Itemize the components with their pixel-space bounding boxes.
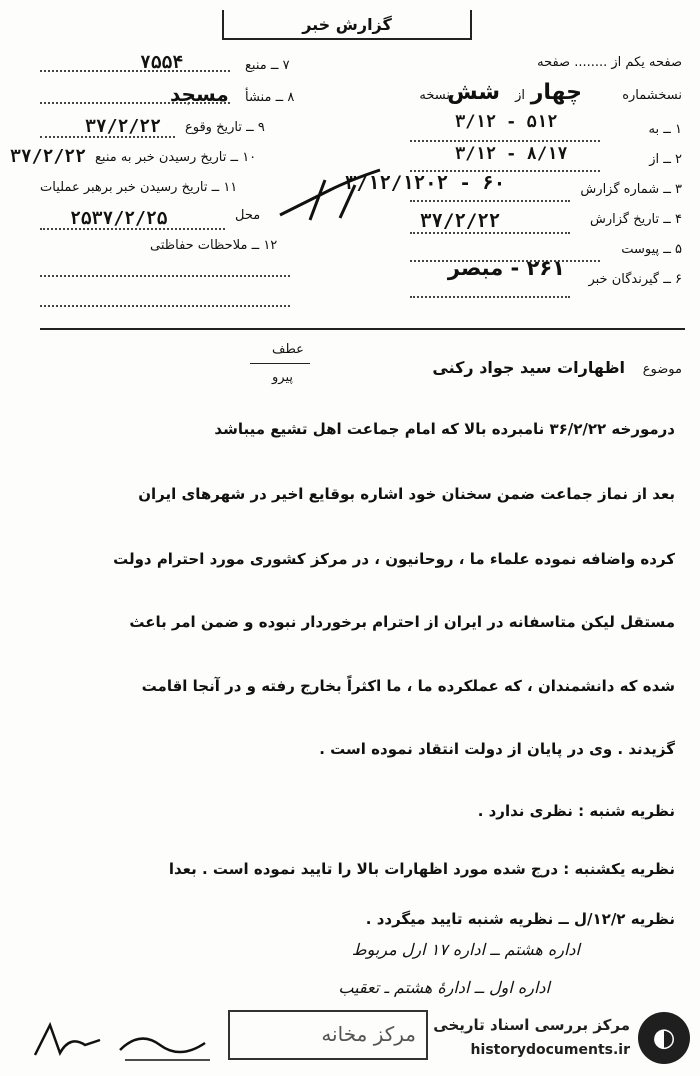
watermark-persian: مرکز بررسی اسناد تاریخی [433, 1016, 630, 1034]
archive-logo-icon: ◐ [638, 1012, 690, 1064]
field-attachment-label: ۵ ــ پیوست [621, 242, 682, 257]
field-protection-dotline-2 [40, 305, 290, 307]
field-occurrence-date-hand: ۳۷/۲/۲۲ [85, 116, 161, 137]
field-source-received-label: ۱۰ ــ تاریخ رسیدن خبر به منبع [95, 150, 257, 165]
field-report-date-label: ۴ ــ تاریخ گزارش [590, 212, 682, 227]
body-line-4: مستقل لیکن متاسفانه در ایران از احترام برخوردار نبوده و ضمن امر باعث [129, 613, 675, 631]
field-source-received-hand: ۳۷/۲/۲۲ [10, 146, 86, 167]
reference-atf-label: عطف [272, 342, 304, 357]
report-title: گزارش خبر [302, 15, 392, 34]
field-origin-dotline [40, 102, 230, 104]
field-report-number-dotline [410, 200, 570, 202]
field-origin-label: ۸ ــ منشأ [245, 90, 295, 105]
field-location-dotline [40, 228, 225, 230]
field-location-hand: ۲۵۳۷/۲/۲۵ [70, 208, 168, 229]
field-location-label: محل [235, 208, 261, 223]
field-recipients-hand: ۲۶۱ - مبصر [447, 256, 565, 280]
body-line-1: درمورخه ۳۶/۲/۲۲ نامبرده بالا که امام جماعت اهل تشیع میباشد [214, 420, 675, 438]
copy-number-mid: از [515, 88, 525, 103]
subject-label: موضوع [642, 362, 682, 377]
field-to-dotline [410, 140, 600, 142]
field-source-dotline [40, 70, 230, 72]
note-line-1: نظریه شنبه : نظری ندارد . [477, 802, 675, 820]
field-source-label: ۷ ــ منبع [245, 58, 290, 73]
header-separator [40, 328, 685, 330]
copy-number-hand: چهار [530, 80, 582, 105]
watermark-url: historydocuments.ir [470, 1042, 630, 1058]
field-to-hand: ۳/۱۲ - ۵۱۲ [455, 112, 558, 132]
body-line-2: بعد از نماز جماعت ضمن سخنان خود اشاره بوقایع اخیر در شهرهای ایران [138, 485, 675, 503]
copy-number-suffix: نسخه [419, 88, 450, 103]
field-protection-dotline-1 [40, 275, 290, 277]
archive-watermark [425, 1012, 690, 1068]
copy-total-hand: شش [447, 80, 500, 105]
field-report-number-hand: ۳/۱۲/۱۲۰۲ - ۶۰ [345, 172, 506, 194]
stamp-text: مرکز مخانه [321, 1022, 416, 1046]
field-occurrence-date-label: ۹ ــ تاریخ وقوع [185, 120, 265, 135]
center-scribble-mark [270, 160, 420, 230]
field-from-label: ۲ ــ از [649, 152, 682, 167]
body-line-6: گزیدند . وی در پایان از دولت انتقاد نموده است . [319, 740, 675, 758]
field-report-number-label: ۳ ــ شماره گزارش [580, 182, 682, 197]
field-origin-hand: مسجد [170, 82, 229, 106]
handwritten-annotation-1: اداره هشتم ــ اداره ۱۷ ارل مربوط [351, 940, 580, 959]
handwritten-annotation-2: اداره اول ــ ادارۀ هشتم ـ تعقیب [338, 978, 550, 997]
subject-value: اظهارات سید جواد رکنی [432, 358, 625, 377]
body-line-3: کرده واضافه نموده علماء ما ، روحانیون ، در مرکز کشوری مورد احترام دولت [113, 550, 675, 568]
field-to-label: ۱ ــ به [648, 122, 682, 137]
field-protection-notes-label: ۱۲ ــ ملاحظات حفاظتی [150, 238, 278, 253]
field-report-date-dotline [410, 232, 570, 234]
report-title-box [222, 10, 472, 40]
field-ops-received-label: ۱۱ ــ تاریخ رسیدن خبر برهبر عملیات [40, 180, 238, 195]
field-occurrence-date-dotline [40, 136, 175, 138]
note-line-2: نظریه یکشنبه : درج شده مورد اظهارات بالا را تایید نموده است . بعدا [168, 860, 675, 878]
body-line-5: شده که دانشمندان ، که عملکرده ما ، ما اکثراً بخارج رفته و در آنجا اقامت [141, 677, 675, 695]
reference-divider [250, 363, 310, 364]
field-recipients-dotline [410, 296, 570, 298]
note-line-3: نظریه ۱۲/۲/ل ــ نظریه شنبه تایید میگردد . [365, 910, 675, 928]
page-count-line: صفحه یکم از ........ صفحه [537, 55, 682, 70]
reference-peyro-label: پیرو [272, 370, 293, 385]
field-source-hand: ۷۵۵۴ [140, 52, 184, 73]
field-recipients-label: ۶ ــ گیرندگان خبر [588, 272, 682, 287]
field-report-date-hand: ۳۷/۲/۲۲ [420, 210, 501, 232]
stamp-box [228, 1010, 428, 1060]
signature-marks [30, 1015, 220, 1070]
field-from-hand: ۳/۱۲ - ۸/۱۷ [455, 144, 568, 164]
copy-number-prefix: نسخشماره [622, 88, 682, 103]
